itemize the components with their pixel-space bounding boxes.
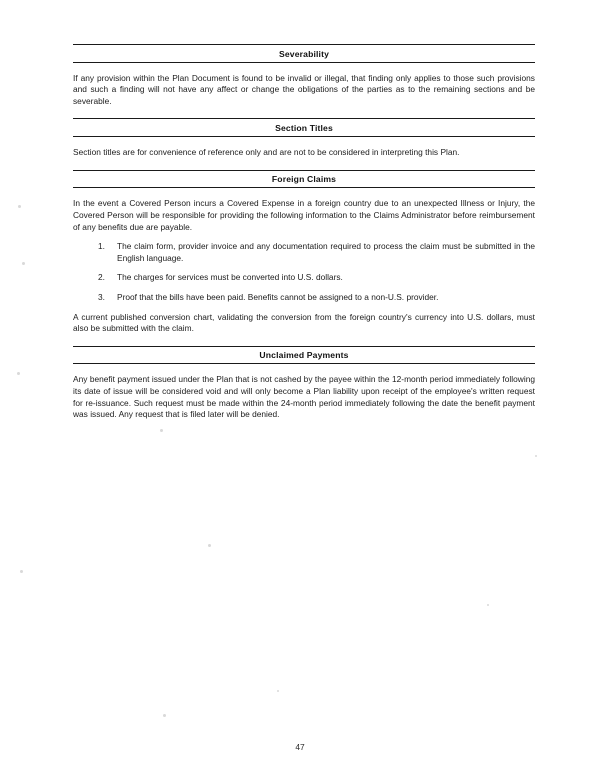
list-item-marker: 2. [98, 272, 105, 283]
section-paragraph: Section titles are for convenience of reference only and are not to be considered in interpreting this Plan. [73, 147, 460, 158]
page-number: 47 [295, 742, 305, 752]
scan-speckle [22, 262, 25, 265]
scan-speckle [160, 429, 163, 432]
header-rule-bottom [73, 187, 535, 188]
list-item [73, 241, 535, 264]
scan-speckle [163, 714, 166, 717]
list-item [73, 292, 535, 304]
scan-speckle [20, 570, 23, 573]
list-item-text: The charges for services must be converted into U.S. dollars. [117, 272, 343, 283]
section-header [73, 44, 535, 63]
foreign-claims-requirements-list [73, 241, 535, 303]
scan-speckle [487, 604, 489, 606]
section-heading: Section Titles [275, 122, 333, 133]
scan-speckle [18, 205, 21, 208]
list-item-text: Proof that the bills have been paid. Benefits cannot be assigned to a non-U.S. provider. [117, 292, 439, 302]
list-item [73, 272, 535, 284]
list-item-marker: 1. [98, 241, 105, 252]
header-rule-bottom [73, 136, 535, 137]
section-heading: Unclaimed Payments [259, 350, 349, 361]
section-heading: Foreign Claims [271, 174, 337, 185]
header-rule-bottom [73, 62, 535, 63]
section-header [73, 118, 535, 137]
scan-speckle [277, 690, 279, 692]
list-item-marker: 3. [98, 292, 105, 302]
header-rule-bottom [73, 363, 535, 364]
section-paragraph: If any provision within the Plan Document is found to be invalid or illegal, that finding only applies to those such provisions and such a finding will not have any affect or change the obligations of the parties as to the remaining sections and be severable. [73, 72, 535, 106]
section-paragraph: In the event a Covered Person incurs a Covered Expense in a foreign country due to an unexpected Illness or Injury, the Covered Person will be responsible for providing the following information to the Claims Administrator before reimbursement of any benefits due are payable. [73, 198, 535, 232]
section-header [73, 346, 535, 365]
section-section-titles [73, 118, 535, 158]
scan-speckle [17, 372, 20, 375]
document-body [73, 44, 535, 421]
scan-speckle [535, 455, 537, 457]
section-header [73, 170, 535, 189]
section-closing-paragraph: A current published conversion chart, validating the conversion from the foreign country's currency into U.S. dollars, must also be submitted with the claim. [73, 311, 535, 334]
section-foreign-claims [73, 170, 535, 335]
section-paragraph: Any benefit payment issued under the Plan that is not cashed by the payee within the 12-month period immediately following its date of issue will be considered void and will only become a Plan liability upon receipt of the employee's written request for re-issuance. Such request must be made within the 24-month period immediately following the date the benefit payment was issued. Any request that is filed later will be denied. [73, 374, 535, 420]
section-unclaimed-payments [73, 346, 535, 421]
list-item-text: The claim form, provider invoice and any documentation required to process the claim must be submitted in the English language. [117, 241, 535, 263]
section-severability [73, 44, 535, 107]
section-heading: Severability [278, 48, 330, 59]
scan-speckle [208, 544, 211, 547]
